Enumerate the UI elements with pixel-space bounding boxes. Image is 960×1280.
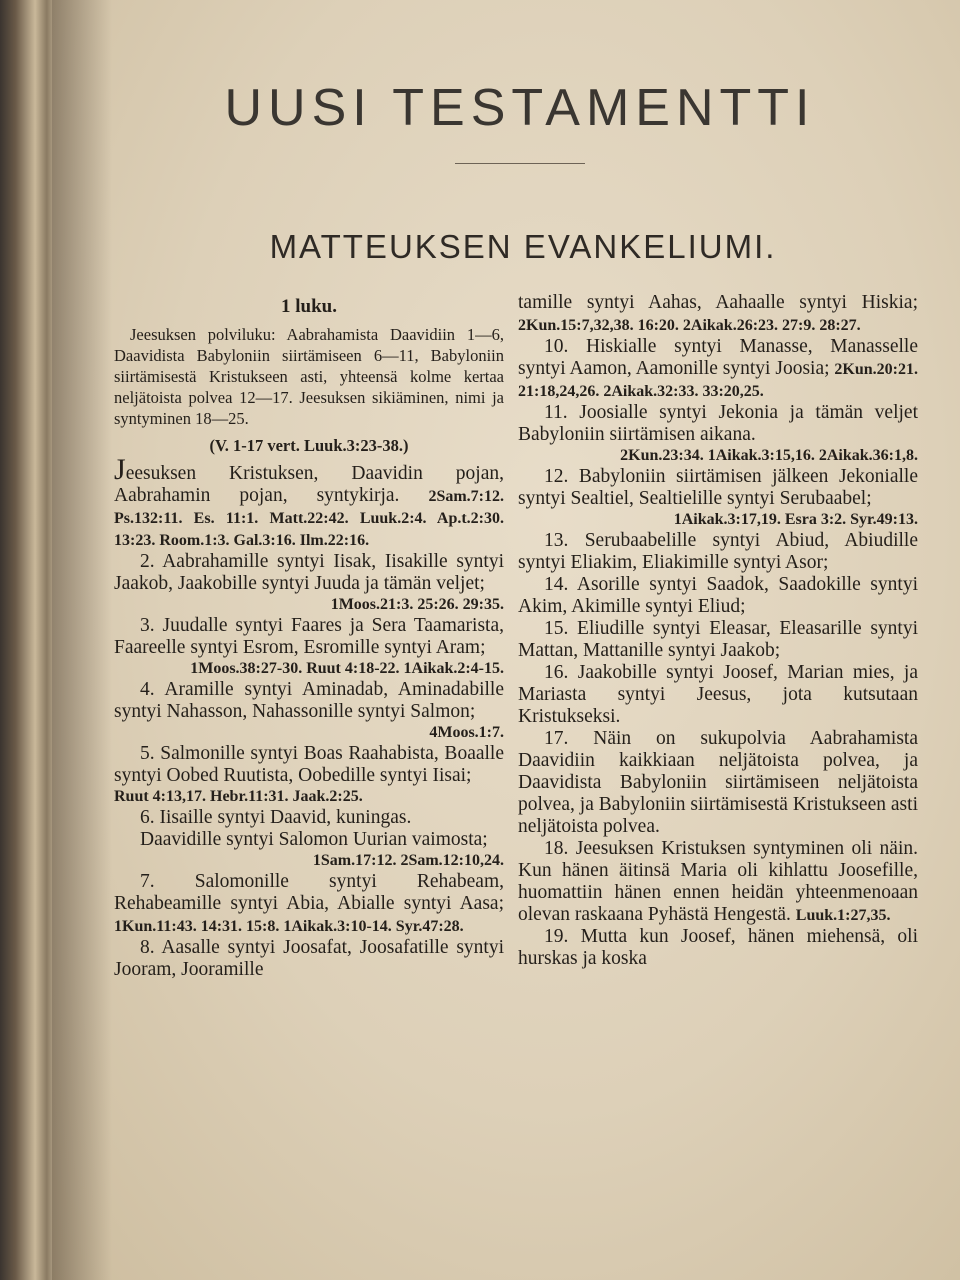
verse-7-text: 7. Salomonille syntyi Rehabeam, Rehabeamille syntyi Abia, Abialle syntyi Aasa; [114,871,504,914]
verse-10-text: 10. Hiskialle syntyi Manasse, Manasselle syntyi Aamon, Aamonille syntyi Joosia; [518,336,918,379]
title-rule [455,163,585,164]
verse-1-refs: 2Sam.7:12. Ps.132:11. Es. 11:1. Matt.22:42. Luuk.2:4. Ap.t.2:30. 13:23. Room.1:3. Gal.3:16. Ilm.22:16. [114,488,504,549]
verse-1-text: eesuksen Kristuksen, Daavidin pojan, Aabrahamin pojan, syntykirja. [114,463,504,506]
verse-18-refs: Luuk.1:27,35. [795,907,891,924]
verse-13: 13. Serubaabelille syntyi Abiud, Abiudille syntyi Eliakim, Eliakimille syntyi Asor; [518,530,918,573]
verse-9-refs: 2Kun.15:7,32,38. 16:20. 2Aikak.26:23. 27:9. 28:27. [518,317,861,334]
drop-cap: J [114,453,126,486]
verse-19: 19. Mutta kun Joosef, hänen miehensä, oli hurskas ja koska [518,926,918,969]
verse-5-refs: Ruut 4:13,17. Hebr.11:31. Jaak.2:25. [114,788,363,805]
verse-6-refs: 1Sam.17:12. 2Sam.12:10,24. [312,852,504,869]
verse-4-refs: 4Moos.1:7. [429,724,504,741]
verse-11: 11. Joosialle syntyi Jekonia ja tämän veljet Babyloniin siirtämisen aikana. [518,402,918,445]
chapter-heading: 1 luku. [281,296,337,317]
verse-4: 4. Aramille syntyi Aminadab, Aminadabille syntyi Nahasson, Nahassonille syntyi Salmon; [114,679,504,722]
verse-17: 17. Näin on sukupolvia Aabrahamista Daavidiin kaikkiaan neljätoista polvea, ja Daavidista Babyloniin siirtämiseen neljätoista polvea, ja Babyloniin siirtämisestä Kristukseen asti neljätoista polvea. [518,728,918,837]
verse-12-refs: 1Aikak.3:17,19. Esra 3:2. Syr.49:13. [673,511,918,528]
verse-18 [518,838,918,926]
verse-1 [114,453,504,551]
parallel-reference: (V. 1-17 vert. Luuk.3:23-38.) [209,436,409,455]
verse-2-refs: 1Moos.21:3. 25:26. 29:35. [330,596,504,613]
verse-3-refs: 1Moos.38:27-30. Ruut 4:18-22. 1Aikak.2:4-15. [190,660,504,677]
verse-6b: Daavidille syntyi Salomon Uurian vaimosta; [140,829,488,850]
left-column [114,292,504,981]
verse-9-text: tamille syntyi Aahas, Aahaalle syntyi Hiskia; [518,292,918,313]
verse-10 [518,336,918,402]
book-title: MATTEUKSEN EVANKELIUMI. [269,228,777,265]
right-column [518,292,918,970]
verse-11-refs: 2Kun.23:34. 1Aikak.3:15,16. 2Aikak.36:1,8. [620,447,918,464]
verse-3: 3. Juudalle syntyi Faares ja Sera Taamarista, Faareelle syntyi Esrom, Esromille syntyi Aram; [114,615,504,658]
verse-9-continued [518,292,918,336]
verse-6: 6. Iisaille syntyi Daavid, kuningas. [140,807,412,828]
chapter-summary: Jeesuksen polviluku: Aabrahamista Daavidiin 1—6, Daavidista Babyloniin siirtämiseen 6—11, Babyloniin siirtämisestä Kristukseen asti, yhteensä kolme kertaa neljätoista polvea 12—17. Jeesuksen sikiäminen, nimi ja syntyminen 18—25. [114,325,504,428]
verse-12: 12. Babyloniin siirtämisen jälkeen Jekonialle syntyi Sealtiel, Sealtielille syntyi Serubaabel; [518,466,918,509]
page-fold-shadow [52,0,112,1280]
verse-16: 16. Jaakobille syntyi Joosef, Marian mies, ja Mariasta syntyi Jeesus, jota kutsutaan Kristukseksi. [518,662,918,727]
verse-7-refs: 1Kun.11:43. 14:31. 15:8. 1Aikak.3:10-14. Syr.47:28. [114,918,464,935]
main-title: UUSI TESTAMENTTI [224,79,816,137]
verse-2: 2. Aabrahamille syntyi Iisak, Iisakille syntyi Jaakob, Jaakobille syntyi Juuda ja tämän veljet; [114,551,504,594]
verse-14: 14. Asorille syntyi Saadok, Saadokille syntyi Akim, Akimille syntyi Eliud; [518,574,918,617]
verse-15: 15. Eliudille syntyi Eleasar, Eleasarille syntyi Mattan, Mattanille syntyi Jaakob; [518,618,918,661]
verse-7 [114,871,504,937]
verse-10-refs: 2Kun.20:21. 21:18,24,26. 2Aikak.32:33. 33:20,25. [518,361,918,400]
verse-5: 5. Salmonille syntyi Boas Raahabista, Boaalle syntyi Oobed Ruutista, Oobedille syntyi Iisai; [114,743,504,786]
verse-8: 8. Aasalle syntyi Joosafat, Joosafatille syntyi Jooram, Jooramille [114,937,504,980]
verse-18-text: 18. Jeesuksen Kristuksen syntyminen oli näin. Kun hänen äitinsä Maria oli kihlattu Joosefille, huomattiin hänen ennen heidän yhteenmenoaan olevan raskaana Pyhästä Hengestä. [518,838,918,925]
